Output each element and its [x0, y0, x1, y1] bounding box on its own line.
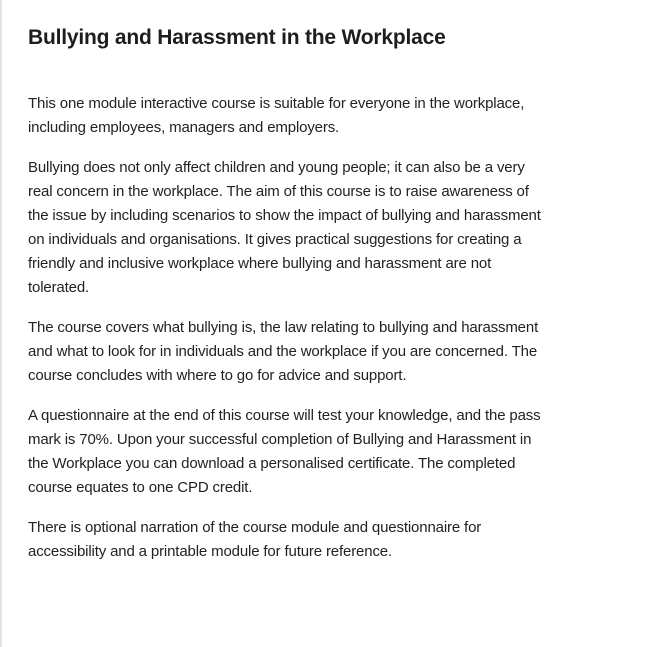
- paragraph-intro: This one module interactive course is suitable for everyone in the workplace, including employees, managers and employers.: [28, 95, 525, 136]
- course-description: [28, 92, 548, 580]
- paragraph-coverage: The course covers what bullying is, the law relating to bullying and harassment and what to look for in individuals and the workplace if you are concerned. The course concludes with where to go for advice and support.: [28, 319, 539, 384]
- paragraph-accessibility: There is optional narration of the course module and questionnaire for accessibility and a printable module for future reference.: [28, 519, 482, 560]
- course-title: Bullying and Harassment in the Workplace: [28, 26, 446, 49]
- paragraph-aim: Bullying does not only affect children and young people; it can also be a very real concern in the workplace. The aim of this course is to raise awareness of the issue by including scenarios to show the impact of bullying and harassment on individuals and organisations. It gives practical suggestions for creating a friendly and inclusive workplace where bullying and harassment are not tolerated.: [28, 159, 541, 296]
- paragraph-assessment: A questionnaire at the end of this course will test your knowledge, and the pass mark is 70%. Upon your successful completion of Bullying and Harassment in the Workplace you can download a personalised certificate. The completed course equates to one CPD credit.: [28, 407, 541, 496]
